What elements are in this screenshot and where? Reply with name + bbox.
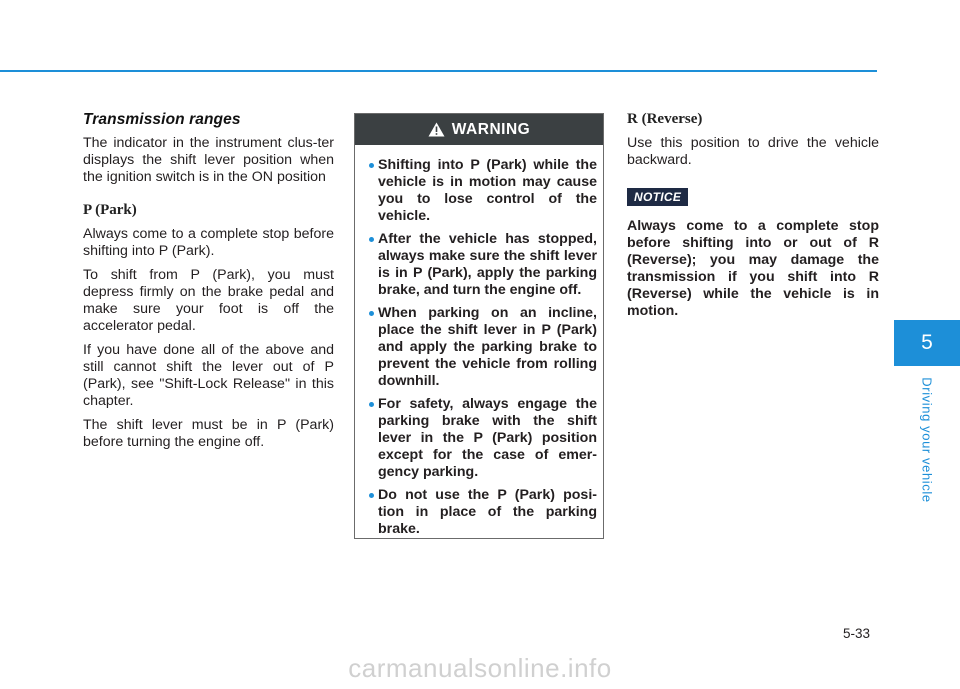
warning-item-text: Shifting into P (Park) while the vehicle is in motion may cause you to lose control of the vehicle.: [378, 157, 597, 224]
warning-header: [355, 114, 603, 145]
reverse-heading: R (Reverse): [627, 111, 703, 127]
warning-item: [369, 305, 597, 390]
reverse-paragraph: Use this position to drive the vehicle backward.: [627, 135, 879, 168]
top-rule: [0, 70, 877, 72]
warning-list: [355, 145, 603, 538]
section-title: Transmission ranges: [83, 111, 241, 128]
bullet-icon: [369, 311, 374, 316]
park-paragraph: The shift lever must be in P (Park) before turning the engine off.: [83, 417, 334, 450]
left-column: [83, 111, 334, 458]
bullet-icon: [369, 163, 374, 168]
bullet-icon: [369, 402, 374, 407]
notice-badge: NOTICE: [627, 188, 688, 206]
warning-item: [369, 487, 597, 538]
warning-item-text: When parking on an incline, place the shift lever in P (Park) and apply the parking brake to prevent the vehicle from rolling downhill.: [378, 305, 597, 389]
warning-triangle-icon: [428, 122, 445, 137]
notice-text: Always come to a complete stop before shifting into or out of R (Reverse); you may damage the transmission if you shift into R (Reverse) while the vehicle is in motion.: [627, 218, 879, 319]
park-paragraph: To shift from P (Park), you must depress firmly on the brake pedal and make sure your foot is off the accelerator pedal.: [83, 267, 334, 334]
warning-item-text: After the vehicle has stopped, always make sure the shift lever is in P (Park), apply the parking brake, and turn the engine off.: [378, 231, 597, 298]
chapter-tab: 5: [894, 320, 960, 366]
warning-item-text: For safety, always engage the parking brake with the shift lever in the P (Park) position except for the case of emer-gency parking.: [378, 396, 597, 480]
park-paragraph: Always come to a complete stop before shifting into P (Park).: [83, 226, 334, 259]
page-number: 5-33: [843, 626, 871, 641]
warning-box: [354, 113, 604, 539]
warning-item: [369, 396, 597, 481]
park-paragraph: If you have done all of the above and still cannot shift the lever out of P (Park), see "Shift-Lock Release" in this chapter.: [83, 342, 334, 409]
park-heading: P (Park): [83, 202, 137, 218]
right-column: [627, 111, 879, 320]
warning-item-text: Do not use the P (Park) posi-tion in place of the parking brake.: [378, 487, 597, 537]
bullet-icon: [369, 237, 374, 242]
chapter-label: Driving your vehicle: [919, 377, 935, 503]
watermark[interactable]: carmanualsonline.info: [348, 653, 612, 683]
warning-item: [369, 157, 597, 225]
bullet-icon: [369, 493, 374, 498]
warning-item: [369, 231, 597, 299]
warning-title: WARNING: [451, 120, 531, 138]
intro-paragraph: The indicator in the instrument clus-ter displays the shift lever position when the ignition switch is in the ON position: [83, 135, 334, 185]
